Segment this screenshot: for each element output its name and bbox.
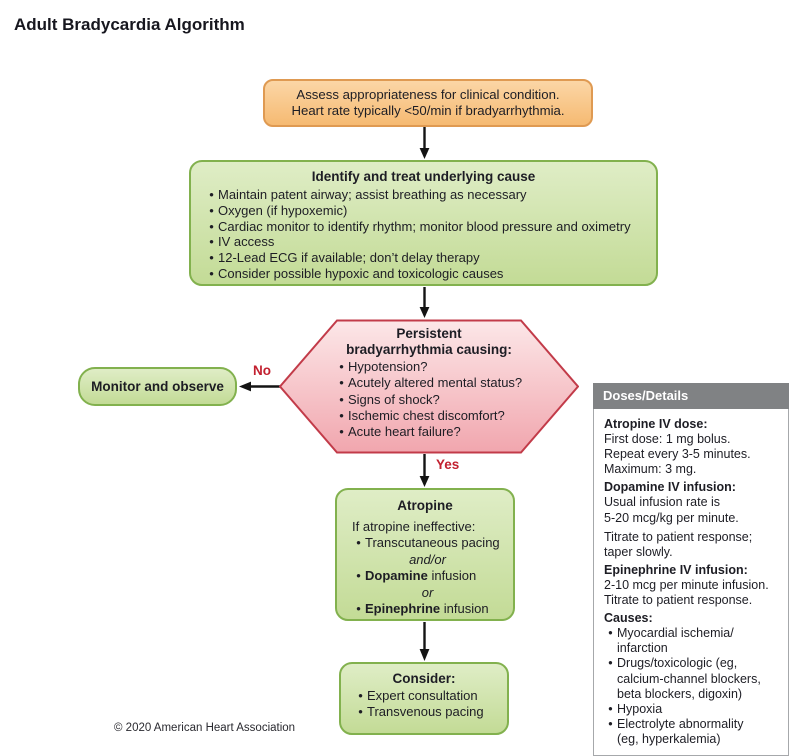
bullet-dot: •: [339, 359, 344, 374]
dose-line: Maximum: 3 mg.: [604, 462, 697, 477]
copyright-text: © 2020 American Heart Association: [114, 722, 296, 734]
consider-bullet: • Transvenous pacing: [354, 704, 499, 720]
bullet-dot: •: [358, 688, 363, 703]
page-title: Adult Bradycardia Algorithm: [14, 15, 245, 34]
bullet-dot: •: [608, 716, 613, 731]
cause-item: • Hypoxia: [604, 702, 780, 717]
decision-title-line1: Persistent: [396, 326, 462, 341]
decision-bullet: • Ischemic chest discomfort?: [335, 408, 579, 424]
consider-bullet: • Expert consultation: [354, 688, 499, 704]
monitor-label: Monitor and observe: [91, 379, 224, 394]
dose-line: Usual infusion rate is: [604, 495, 721, 510]
monitor-box: [78, 367, 237, 406]
bullet-dot: •: [356, 601, 361, 617]
bullet-dot: •: [209, 250, 214, 266]
branch-label-yes: Yes: [436, 457, 460, 472]
bullet-dot: •: [209, 187, 214, 202]
bullet-dot: •: [356, 535, 361, 551]
arrowhead-decision-to-monitor: [239, 382, 251, 392]
atropine-title: Atropine: [397, 498, 453, 513]
cause-item: • Drugs/toxicologic (eg, calcium-channel blockers, beta blockers, digoxin): [604, 656, 780, 701]
causes-heading: Causes:: [604, 611, 653, 626]
bullet-dot: •: [209, 265, 214, 281]
arrowhead-assess-to-identify: [420, 148, 430, 159]
doses-details-header: Doses/Details: [593, 383, 789, 409]
drug-name: Epinephrine: [365, 601, 441, 617]
cause-item: • Myocardial ischemia/ infarction: [604, 626, 780, 656]
atropine-option: • Transcutaneous pacing: [352, 535, 503, 551]
assess-line1: Assess appropriateness for clinical condition.: [296, 87, 560, 102]
identify-box: [189, 160, 658, 286]
identify-bullet: • Cardiac monitor to identify rhythm; monitor blood pressure and oximetry: [205, 219, 646, 235]
decision-bullet: • Signs of shock?: [335, 392, 579, 408]
bullet-dot: •: [608, 656, 613, 671]
identify-bullet: • Consider possible hypoxic and toxicologic causes: [205, 266, 646, 282]
identify-title: Identify and treat underlying cause: [311, 169, 536, 184]
dose-line: Repeat every 3-5 minutes.: [604, 447, 751, 462]
doses-details-panel: [593, 383, 789, 756]
bullet-dot: •: [209, 202, 214, 218]
bullet-dot: •: [356, 568, 361, 584]
atropine-option: • Dopamine infusion: [352, 568, 503, 584]
decision-bullet: • Acutely altered mental status?: [335, 375, 579, 391]
identify-bullet: • Oxygen (if hypoxemic): [205, 203, 646, 219]
assess-line2: Heart rate typically <50/min if bradyarrhythmia.: [291, 103, 565, 118]
atropine-box: [335, 488, 515, 621]
dose-line: Titrate to patient response;: [604, 529, 753, 544]
decision-bullet: • Acute heart failure?: [335, 424, 579, 440]
bullet-dot: •: [209, 218, 214, 234]
bullet-dot: •: [608, 626, 613, 641]
bullet-dot: •: [209, 234, 214, 250]
atropine-option: • Epinephrine infusion: [352, 601, 503, 617]
atropine-joiner: or: [421, 584, 434, 600]
epinephrine-infusion-heading: Epinephrine IV infusion:: [604, 562, 748, 577]
identify-bullet: • IV access: [205, 234, 646, 250]
dose-line: 2-10 mcg per minute infusion.: [604, 577, 769, 592]
arrowhead-identify-to-decision: [420, 307, 430, 318]
drug-name: Dopamine: [365, 568, 428, 584]
arrowhead-atropine-to-consider: [420, 649, 430, 661]
atropine-dose-heading: Atropine IV dose:: [604, 417, 708, 431]
decision-title-line2: bradyarrhythmia causing:: [346, 341, 512, 357]
doses-details-body: [593, 409, 789, 756]
consider-title: Consider:: [392, 671, 456, 686]
dose-line: First dose: 1 mg bolus.: [604, 432, 731, 447]
branch-label-no: No: [253, 363, 271, 378]
cause-item: • Electrolyte abnormality (eg, hyperkalemia): [604, 717, 780, 747]
dose-line: taper slowly.: [604, 544, 673, 559]
identify-bullet: • 12-Lead ECG if available; don’t delay therapy: [205, 250, 646, 266]
bullet-dot: •: [608, 701, 613, 716]
bullet-dot: •: [339, 424, 344, 440]
atropine-intro: If atropine ineffective:: [352, 519, 476, 534]
assess-box: [263, 79, 593, 127]
bullet-dot: •: [339, 407, 344, 423]
atropine-joiner: and/or: [409, 551, 446, 567]
decision-hexagon: [279, 319, 579, 454]
identify-bullet: • Maintain patent airway; assist breathing as necessary: [205, 187, 646, 203]
dose-line: 5-20 mcg/kg per minute.: [604, 510, 739, 525]
consider-box: [339, 662, 509, 735]
dopamine-infusion-heading: Dopamine IV infusion:: [604, 480, 736, 495]
dose-line: Titrate to patient response.: [604, 593, 753, 608]
bullet-dot: •: [339, 391, 344, 407]
decision-bullet: • Hypotension?: [335, 359, 579, 375]
arrowhead-decision-to-atropine: [420, 476, 430, 487]
bullet-dot: •: [358, 704, 363, 720]
bullet-dot: •: [339, 375, 344, 391]
